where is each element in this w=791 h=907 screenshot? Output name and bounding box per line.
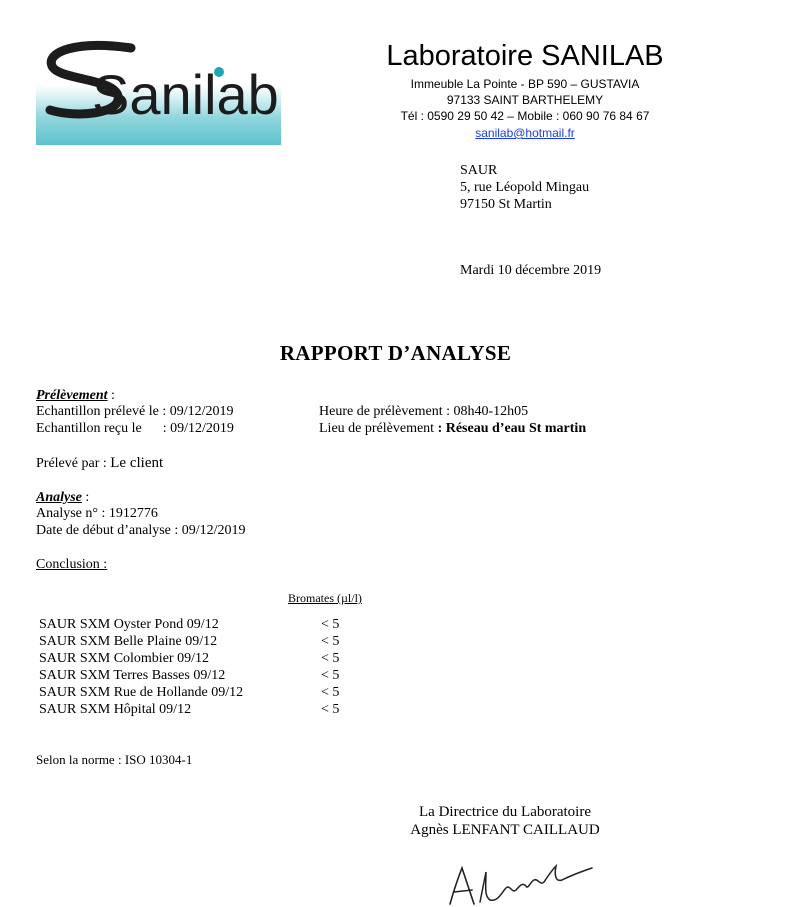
analyse-numero-value: 1912776 <box>108 506 158 521</box>
table-row <box>39 633 339 650</box>
recipient-address <box>460 162 589 213</box>
analyse-debut <box>36 522 246 539</box>
row-location: SAUR SXM Belle Plaine 09/12 <box>39 634 218 649</box>
lab-title: Laboratoire SANILAB <box>386 40 664 72</box>
report-title: RAPPORT D’ANALYSE <box>279 341 512 365</box>
echantillon-preleve <box>36 403 234 420</box>
heure-prelevement <box>319 403 528 420</box>
row-value: < 5 <box>321 702 340 717</box>
preleve-date: 09/12/2019 <box>169 404 234 419</box>
handwritten-signature <box>440 852 600 907</box>
lab-phone: Tél : 0590 29 50 42 – Mobile : 060 90 76 84 67 <box>400 109 650 123</box>
bromates-column-header: Bromates (µl/l) <box>288 591 362 605</box>
lab-address-line1: Immeuble La Pointe - BP 590 – GUSTAVIA <box>410 77 640 91</box>
row-value: < 5 <box>321 668 340 683</box>
preleve-par-label: Prélevé par : <box>36 456 111 471</box>
echantillon-recu <box>36 420 234 437</box>
report-date: Mardi 10 décembre 2019 <box>460 263 602 278</box>
table-row <box>39 616 339 633</box>
conclusion-heading: Conclusion : <box>36 557 108 572</box>
row-location: SAUR SXM Hôpital 09/12 <box>39 702 192 717</box>
analyse-numero <box>36 505 158 522</box>
analyse-heading <box>36 489 89 506</box>
analyse-debut-value: 09/12/2019 <box>181 523 246 538</box>
recipient-street: 5, rue Léopold Mingau <box>460 180 590 195</box>
table-row <box>39 701 339 718</box>
analyse-numero-label: Analyse n° : <box>36 506 109 521</box>
norme-reference: Selon la norme : ISO 10304-1 <box>36 752 193 767</box>
row-value: < 5 <box>321 617 340 632</box>
sanilab-logo <box>36 38 281 145</box>
analyse-heading-colon: : <box>81 490 90 505</box>
prelevement-heading-text: Prélèvement <box>36 388 108 403</box>
recu-label: Echantillon reçu le : <box>36 421 171 436</box>
row-value: < 5 <box>321 685 340 700</box>
preleve-par-value: Le client <box>110 455 164 471</box>
table-row <box>39 667 339 684</box>
signatory-block <box>380 803 630 839</box>
preleve-label: Echantillon prélevé le : <box>36 404 170 419</box>
recipient-name: SAUR <box>460 163 498 178</box>
heure-label: Heure de prélèvement : <box>319 404 454 419</box>
lab-header <box>350 36 700 142</box>
table-row <box>39 650 339 667</box>
lieu-label: Lieu de prélèvement <box>319 421 438 436</box>
analyse-debut-label: Date de début d’analyse : <box>36 523 182 538</box>
signatory-name: Agnès LENFANT CAILLAUD <box>410 822 600 838</box>
logo-wordmark: Sanilab <box>92 63 279 126</box>
logo-graphic <box>36 38 281 145</box>
signatory-title: La Directrice du Laboratoire <box>419 804 591 820</box>
lab-email-link[interactable]: sanilab@hotmail.fr <box>475 126 575 140</box>
row-value: < 5 <box>321 651 340 666</box>
row-location: SAUR SXM Oyster Pond 09/12 <box>39 617 219 632</box>
results-table <box>39 616 339 718</box>
lieu-value: : Réseau d’eau St martin <box>437 421 587 436</box>
analyse-heading-text: Analyse <box>36 490 82 505</box>
recu-date: 09/12/2019 <box>170 421 234 436</box>
recipient-city: 97150 St Martin <box>460 197 552 212</box>
lab-address-line2: 97133 SAINT BARTHELEMY <box>446 93 604 107</box>
row-value: < 5 <box>321 634 340 649</box>
heure-value: 08h40-12h05 <box>453 404 529 419</box>
prelevement-heading <box>36 387 115 404</box>
lieu-prelevement <box>319 420 586 437</box>
preleve-par <box>36 455 163 472</box>
prelevement-heading-colon: : <box>107 388 115 403</box>
row-location: SAUR SXM Rue de Hollande 09/12 <box>39 685 244 700</box>
row-location: SAUR SXM Terres Basses 09/12 <box>39 668 226 683</box>
row-location: SAUR SXM Colombier 09/12 <box>39 651 209 666</box>
table-row <box>39 684 339 701</box>
